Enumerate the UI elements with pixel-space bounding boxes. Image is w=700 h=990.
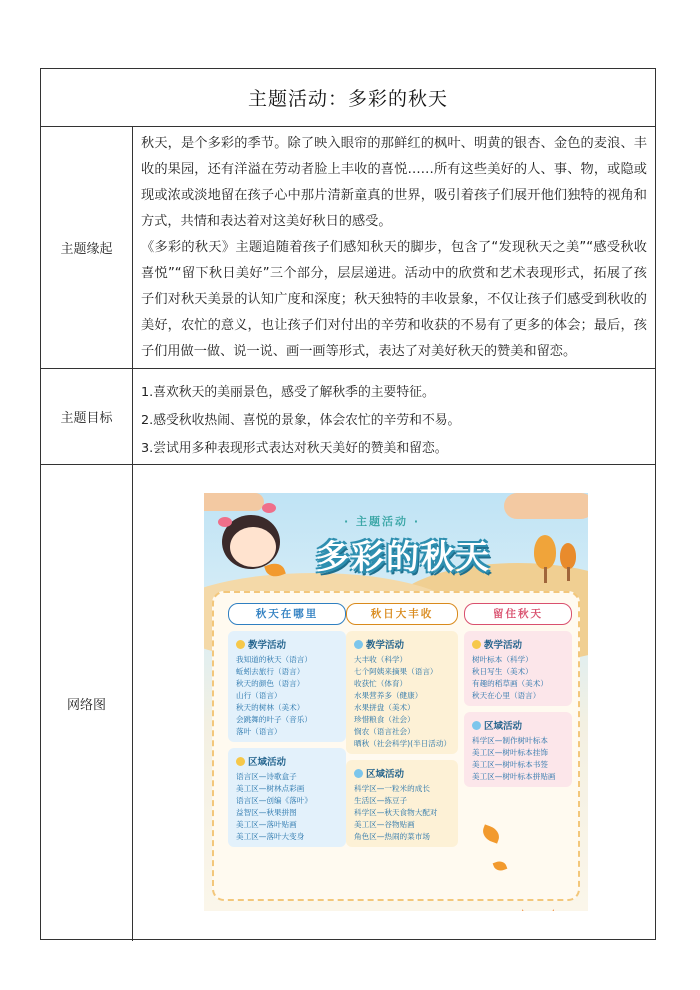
area-box [228,748,346,847]
origin-paragraph-1: 秋天，是个多彩的季节。除了映入眼帘的那鲜红的枫叶、明黄的银杏、金色的麦浪、丰收的果园，还有洋溢在劳动者脸上丰收的喜悦……所有这些美好的人、事、物，或隐或现或浓或淡地留在孩子心中那片清新童真的世界，吸引着孩子们展开他们独特的视角和方式，共情和表达着对这美好秋日的感受。 [141,136,647,229]
activity-panel [212,591,580,901]
bow-icon [218,517,232,527]
activity-item: 秋天在心里（语言） [472,691,541,700]
activity-item: 树叶标本（科学） [472,655,533,664]
section-heading [354,637,452,651]
section-heading-text: 教学活动 [484,640,523,651]
activity-item: 美工区—树叶标本拼贴画 [472,772,556,781]
section-heading [472,637,566,651]
activity-item: 我知道的秋天（语言） [236,655,312,664]
activity-item: 山行（语言） [236,691,282,700]
goal-item-2: 2.感受秋收热闹、喜悦的景象，体会农忙的辛劳和不易。 [141,413,461,428]
activity-item: 蚯蚓去旅行（语言） [236,667,305,676]
tree-trunk [567,567,570,581]
column-title: 秋天在哪里 [228,603,346,625]
title-row [41,69,655,127]
activity-item: 美工区—落叶贴画 [236,820,297,829]
activity-item: 科学区—制作树叶标本 [472,736,548,745]
section-heading [236,754,340,768]
section-heading-text: 区域活动 [248,757,287,768]
goal-label: 主题目标 [41,369,133,464]
network-content [133,465,655,941]
theme-table [40,68,656,940]
section-heading-text: 区域活动 [366,769,405,780]
tree-icon [560,543,576,569]
column-where-is-autumn [228,603,346,847]
activity-item: 晒秋（社会科学)(半日活动） [354,739,452,748]
activity-item: 科学区—一粒米的成长 [354,784,430,793]
activity-item: 秋日写生（美术） [472,667,533,676]
activity-item: 七个阿姨来摘果（语言） [354,667,438,676]
cloud-decoration [204,493,264,511]
activity-item: 语言区—创编《落叶》 [236,796,312,805]
fox-illustration [516,905,560,911]
column-title: 留住秋天 [464,603,572,625]
maple-leaf-icon [493,859,508,873]
poster-title: 多彩的秋天 [316,537,491,576]
origin-row [41,127,655,369]
network-row [41,465,655,941]
activity-item: 美工区—树叶标本书签 [472,760,548,769]
activity-item: 益智区—秋果拼图 [236,808,297,817]
teaching-box [228,631,346,742]
dot-icon [354,769,363,778]
activity-item: 美工区—树叶标本挂饰 [472,748,548,757]
activity-item: 珍惜粮食（社会） [354,715,415,724]
activity-item: 有趣的稻草画（美术） [472,679,548,688]
activity-item: 科学区—秋天食物大配对 [354,808,438,817]
activity-item: 美工区—落叶大变身 [236,832,305,841]
origin-paragraph-2: 《多彩的秋天》主题追随着孩子们感知秋天的脚步，包含了“发现秋天之美”“感受秋收喜悦”“留下秋日美好”三个部分，层层递进。活动中的欣赏和艺术表现形式，拓展了孩子们对秋天美景的认知广度和深度；秋天独特的丰收景象，不仅让孩子们感受到秋收的美好，农忙的意义，也让孩子们对付出的辛劳和收获的不易有了更多的体会；最后，孩子们用做一做、说一说、画一画等形式，表达了对美好秋天的赞美和留恋。 [141,240,647,359]
activity-item: 秋天的颜色（语言） [236,679,305,688]
dot-icon [236,757,245,766]
origin-content [133,127,655,368]
network-label: 网络图 [41,465,133,941]
goal-row [41,369,655,465]
bow-icon [262,503,276,513]
column-keep-autumn [464,603,572,787]
girl-face [230,527,276,567]
origin-label: 主题缘起 [41,127,133,368]
activity-item: 收获忙（体育） [354,679,408,688]
area-box [464,712,572,787]
poster-tag: · 主题活动 · [344,515,421,528]
network-poster [204,493,588,911]
activity-item: 水果拼盘（美术） [354,703,415,712]
cloud-decoration [504,493,588,519]
column-autumn-harvest [346,603,458,847]
activity-item: 水果营养多（健康） [354,691,423,700]
dot-icon [472,721,481,730]
section-heading-text: 区域活动 [484,721,523,732]
activity-item: 悯农（语言社会） [354,727,415,736]
activity-item: 美工区—谷物贴画 [354,820,415,829]
goal-item-1: 1.喜欢秋天的美丽景色，感受了解秋季的主要特征。 [141,385,435,400]
dot-icon [236,640,245,649]
section-heading [354,766,452,780]
section-heading-text: 教学活动 [366,640,405,651]
goal-content [133,369,655,464]
section-heading-text: 教学活动 [248,640,287,651]
activity-item: 大丰收（科学） [354,655,408,664]
tree-trunk [544,567,547,583]
area-box [346,760,458,847]
document-title: 主题活动：多彩的秋天 [247,88,448,110]
tree-icon [534,535,556,569]
dot-icon [472,640,481,649]
maple-leaf-icon [480,824,502,843]
goal-item-3: 3.尝试用多种表现形式表达对秋天美好的赞美和留恋。 [141,441,448,456]
teaching-box [346,631,458,754]
column-title: 秋日大丰收 [346,603,458,625]
activity-item: 生活区—拣豆子 [354,796,408,805]
activity-item: 语言区—诗歌盒子 [236,772,297,781]
activity-item: 角色区—热闹的菜市场 [354,832,430,841]
section-heading [236,637,340,651]
dot-icon [354,640,363,649]
activity-item: 会跳舞的叶子（音乐） [236,715,312,724]
activity-item: 落叶（语言） [236,727,282,736]
section-heading [472,718,566,732]
activity-item: 美工区—树林点彩画 [236,784,305,793]
teaching-box [464,631,572,706]
activity-item: 秋天的树林（美术） [236,703,305,712]
